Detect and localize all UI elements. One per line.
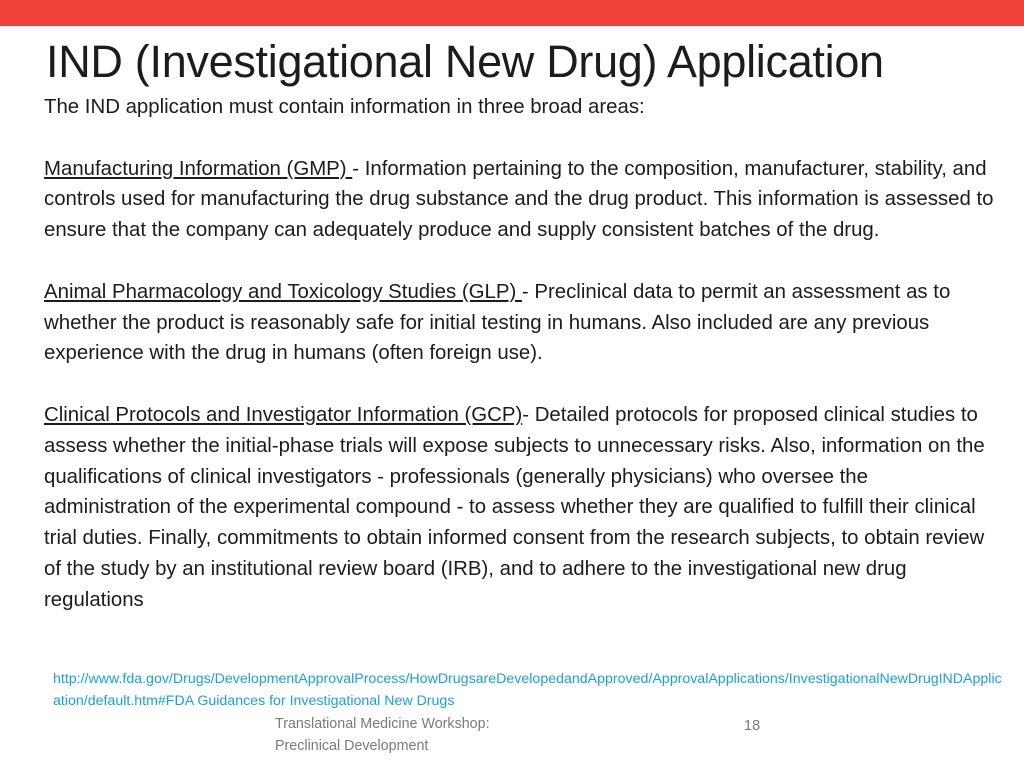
- fda-link[interactable]: [53, 671, 1002, 709]
- page-number: 18: [744, 718, 761, 734]
- section-heading-glp: Animal Pharmacology and Toxicology Studies (GLP): [44, 280, 522, 303]
- section-heading-gcp: Clinical Protocols and Investigator Information (GCP): [44, 403, 523, 426]
- slide-title: IND (Investigational New Drug) Application: [46, 36, 884, 87]
- section-text-gmp: - Information pertaining to the composition, manufacturer, stability, and controls used for manufacturing the drug substance and the drug product. This information is assessed to ensure that the company can adequately produce and supply consistent batches of the drug.: [44, 157, 994, 242]
- section-pharmacology: [44, 277, 994, 369]
- fda-link-anchor: #FDA Guidances for Investigational New Drugs: [157, 692, 455, 709]
- section-text-gcp: - Detailed protocols for proposed clinical studies to assess whether the initial-phase trials will expose subjects to unnecessary risks. Also, information on the qualifications of clinical investigators - professionals (generally physicians) who oversee the administration of the experimental compound - to assess whether they are qualified to fulfill their clinical trial duties. Finally, commitments to obtain informed consent from the research subjects, to obtain review of the study by an institutional review board (IRB), and to adhere to the investigational new drug regulations: [44, 403, 985, 611]
- section-text-glp: - Preclinical data to permit an assessment as to whether the product is reasonably safe for initial testing in humans. Also included are any previous experience with the drug in humans (often foreign use).: [44, 280, 951, 365]
- paragraph-gap: [44, 246, 994, 277]
- fda-link-block: [53, 669, 1003, 712]
- slide-footer: [275, 714, 535, 757]
- section-heading-gmp: Manufacturing Information (GMP): [44, 157, 353, 180]
- top-accent-bar: [0, 0, 1024, 26]
- footer-line-2: Preclinical Development: [275, 737, 429, 754]
- intro-text: The IND application must contain information in three broad areas:: [44, 96, 645, 118]
- paragraph-gap: [44, 123, 994, 154]
- section-manufacturing: [44, 154, 994, 246]
- paragraph-gap: [44, 369, 994, 400]
- slide-body: [44, 92, 994, 616]
- fda-link-url: http://www.fda.gov/Drugs/DevelopmentApprovalProcess/HowDrugsareDevelopedandApproved/ApprovalApplications/InvestigationalNewDrugINDApplication/default.htm: [53, 671, 1002, 709]
- section-clinical: [44, 400, 994, 616]
- footer-line-1: Translational Medicine Workshop:: [275, 716, 490, 732]
